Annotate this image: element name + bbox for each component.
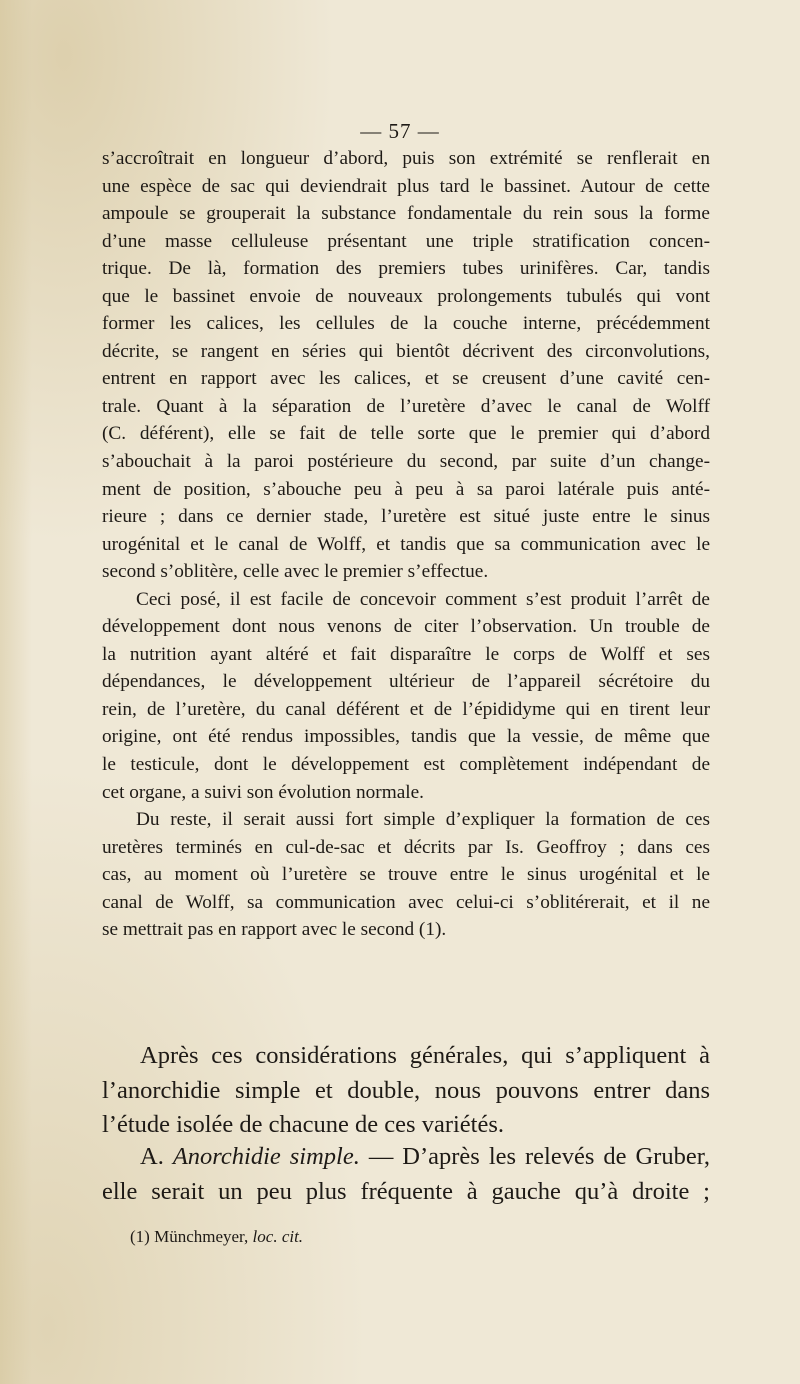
text-line: s’accroîtrait en longueur d’abord, puis son extrémité se renflerait en xyxy=(102,148,710,169)
text-line: ment de position, s’abouche peu à peu à sa paroi latérale puis anté- xyxy=(102,478,710,500)
text-line: uretères terminés en cul-de-sac et décrits par Is. Geoffroy ; dans ces xyxy=(102,836,710,858)
text-line: d’une masse celluleuse présentant une triple stratification concen- xyxy=(102,230,710,252)
text-line: Ceci posé, il est facile de concevoir comment s’est produit l’arrêt de xyxy=(136,588,710,610)
text-line: trale. Quant à la séparation de l’uretère d’avec le canal de Wolff xyxy=(102,395,710,417)
text-line: une espèce de sac qui deviendrait plus tard le bassinet. Autour de cette xyxy=(102,175,710,197)
text-line: Du reste, il serait aussi fort simple d’expliquer la formation de ces xyxy=(136,809,710,831)
text-line: canal de Wolff, sa communication avec celui-ci s’oblitérerait, et il ne xyxy=(102,891,710,913)
text-line: l’étude isolée de chacune de ces variétés. xyxy=(102,1111,505,1138)
text-line: le testicule, dont le développement est complètement indépendant de xyxy=(102,754,710,776)
summary-paragraph xyxy=(102,1039,710,1143)
text-line: ampoule se grouperait la substance fondamentale du rein sous la forme xyxy=(102,203,710,225)
text-line: rieure ; dans ce dernier stade, l’uretère est situé juste entre le sinus xyxy=(102,506,710,528)
text-line: s’abouchait à la paroi postérieure du second, par suite d’un change- xyxy=(102,451,710,473)
text-line: urogénital et le canal de Wolff, et tandis que sa communication avec le xyxy=(102,533,710,555)
body-text xyxy=(102,145,710,944)
text-line: elle serait un peu plus fréquente à gauche qu’à droite ; xyxy=(102,1177,710,1205)
text-line: entrent en rapport avec les calices, et se creusent d’une cavité cen- xyxy=(102,368,710,390)
text-line: développement dont nous venons de citer l’observation. Un trouble de xyxy=(102,616,710,638)
footnote-marker: (1) xyxy=(130,1227,150,1246)
text-line: se mettrait pas en rapport avec le second (1). xyxy=(102,919,447,941)
text-line: second s’oblitère, celle avec le premier s’effectue. xyxy=(102,561,489,583)
section-heading-line xyxy=(102,1140,710,1175)
text-line: Après ces considérations générales, qui s’appliquent à xyxy=(140,1042,710,1069)
text-line: décrite, se rangent en séries qui bientôt décrivent des circonvolutions, xyxy=(102,340,710,362)
footnote-author: Münchmeyer, xyxy=(149,1227,253,1246)
text-line: trique. De là, formation des premiers tubes urinifères. Car, tandis xyxy=(102,258,710,280)
text-line: cet organe, a suivi son évolution normale. xyxy=(102,781,424,803)
section-letter: A. xyxy=(140,1143,164,1170)
text-line: origine, ont été rendus impossibles, tandis que la vessie, de même que xyxy=(102,726,710,748)
section-title: Anorchidie simple. xyxy=(172,1143,360,1170)
footnote-reference: loc. cit. xyxy=(252,1227,304,1246)
text-line: que le bassinet envoie de nouveaux prolongements tubulés qui vont xyxy=(102,285,710,307)
section-paragraph xyxy=(102,1140,710,1209)
text-line: cas, au moment où l’uretère se trouve entre le sinus urogénital et le xyxy=(102,864,710,886)
text-line: former les calices, les cellules de la couche interne, précédemment xyxy=(102,313,710,335)
text-line: rein, de l’uretère, du canal déférent et de l’épididyme qui en tirent leur xyxy=(102,698,710,720)
text-line: l’anorchidie simple et double, nous pouvons entrer dans xyxy=(102,1076,710,1104)
footnote xyxy=(130,1227,303,1247)
page-number: — 57 — xyxy=(360,119,440,143)
text-line: dépendances, le développement ultérieur de l’appareil sécrétoire du xyxy=(102,671,710,693)
text-line: (C. déférent), elle se fait de telle sorte que le premier qui d’abord xyxy=(102,423,710,445)
text-line: la nutrition ayant altéré et fait disparaître le corps de Wolff et ses xyxy=(102,643,710,665)
section-text: — D’après les relevés de Gruber, xyxy=(359,1143,710,1170)
